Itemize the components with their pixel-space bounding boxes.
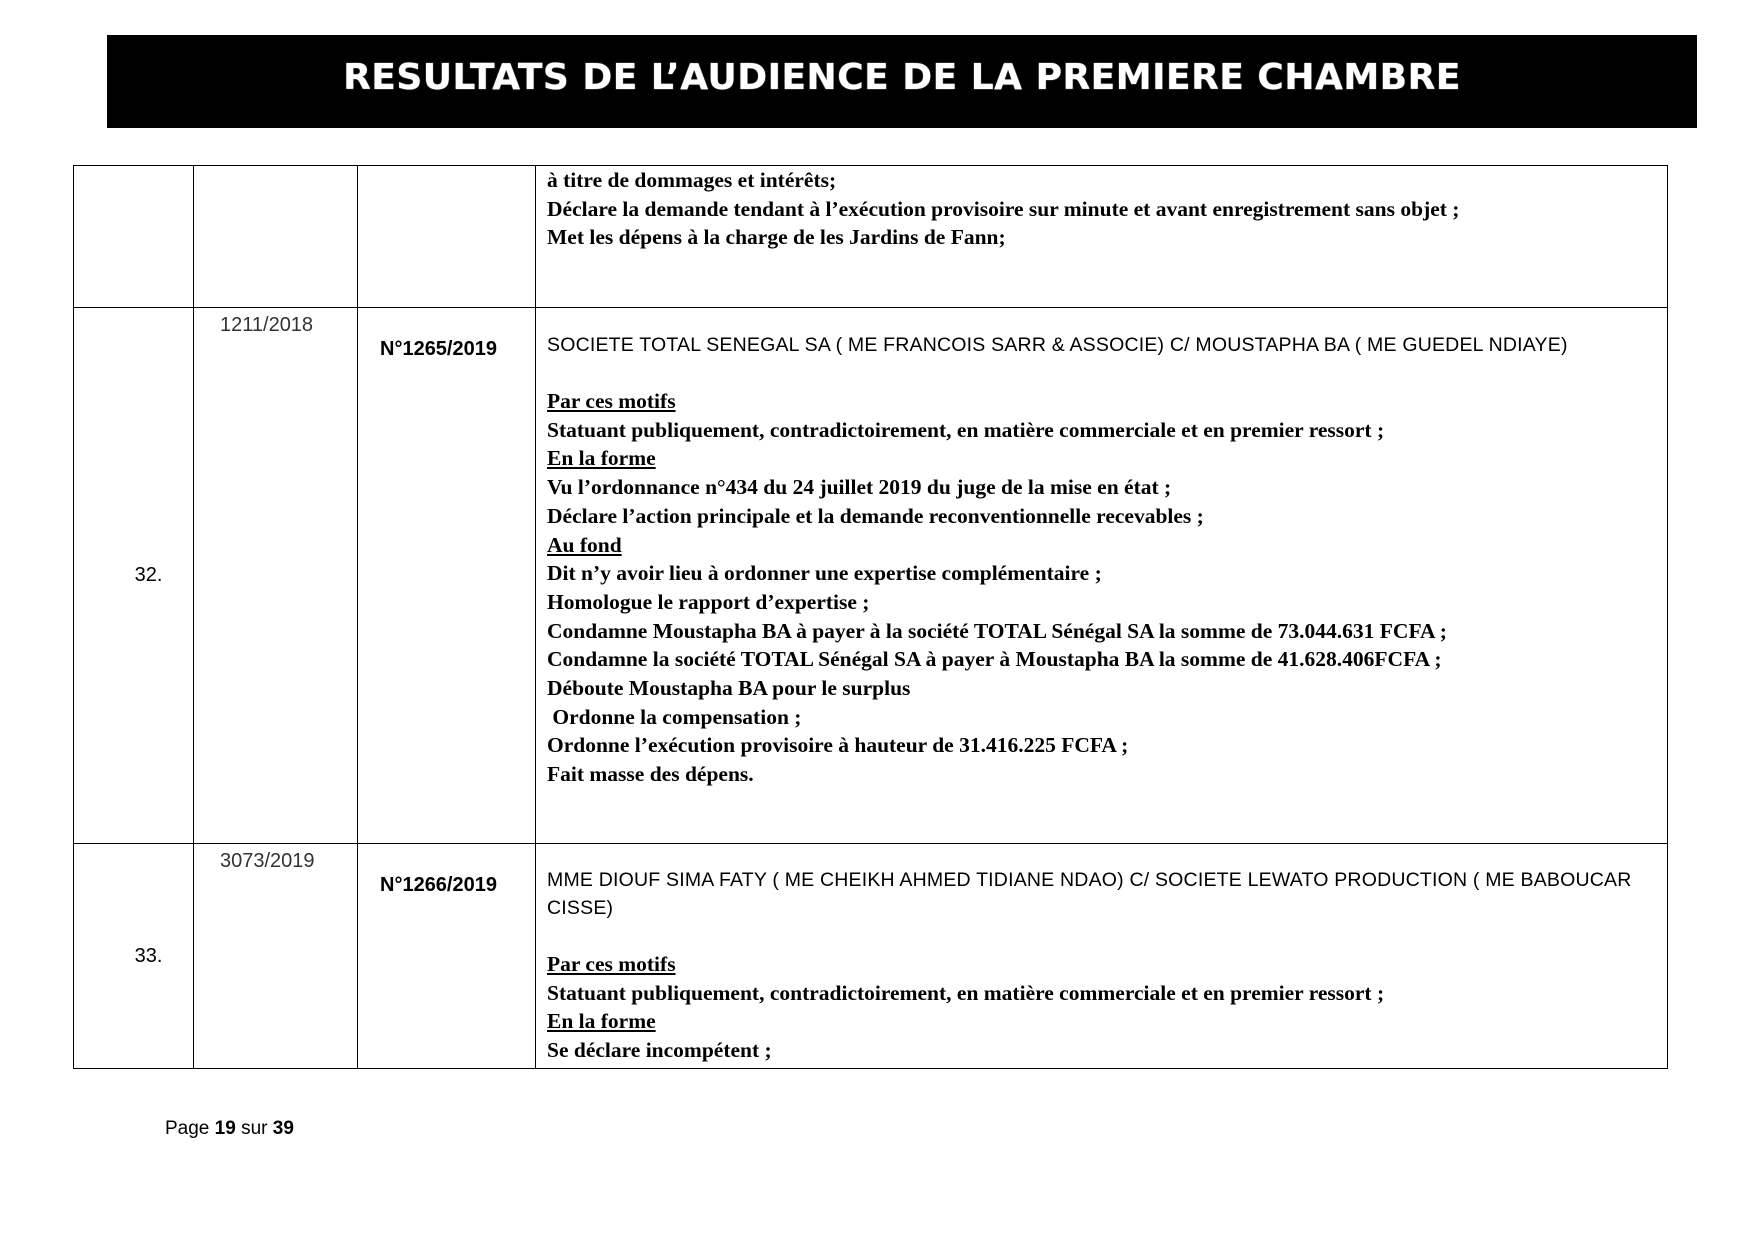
row-number: 33. xyxy=(74,844,194,1069)
table-row xyxy=(74,308,1668,844)
decision-number: N°1265/2019 xyxy=(358,308,536,844)
ruling-line: Ordonne la compensation ; xyxy=(547,704,802,729)
header-banner xyxy=(107,35,1697,128)
ruling-text xyxy=(536,844,1668,1069)
ruling-line: Déclare l’action principale et la demande reconventionnelle recevables ; xyxy=(547,503,1204,528)
ruling-text xyxy=(536,308,1668,844)
page-label: Page xyxy=(165,1118,210,1139)
page-number: 19 xyxy=(214,1118,236,1139)
ruling-line: Condamne la société TOTAL Sénégal SA à payer à Moustapha BA la somme de 41.628.406FCFA ; xyxy=(547,647,1442,672)
table-row xyxy=(74,166,1668,308)
ruling-line: Homologue le rapport d’expertise ; xyxy=(547,589,870,614)
ruling-heading: En la forme xyxy=(547,1009,656,1034)
rg-number: 1211/2018 xyxy=(194,308,358,844)
ruling-line: Se déclare incompétent ; xyxy=(547,1038,772,1063)
ruling-line: Ordonne l’exécution provisoire à hauteur de 31.416.225 FCFA ; xyxy=(547,733,1129,758)
decision-number: N°1266/2019 xyxy=(358,844,536,1069)
parties: MME DIOUF SIMA FATY ( ME CHEIKH AHMED TIDIANE NDAO) C/ SOCIETE LEWATO PRODUCTION ( ME BABOUCAR CISSE) xyxy=(547,869,1632,919)
ruling-line: Dit n’y avoir lieu à ordonner une expertise complémentaire ; xyxy=(547,561,1102,586)
ruling-line: Fait masse des dépens. xyxy=(547,762,754,787)
ruling-line: Met les dépens à la charge de les Jardins de Fann; xyxy=(547,225,1006,250)
ruling-line: Vu l’ordonnance n°434 du 24 juillet 2019 du juge de la mise en état ; xyxy=(547,475,1172,500)
row-number xyxy=(74,166,194,308)
ruling-line: Statuant publiquement, contradictoirement, en matière commerciale et en premier ressort ; xyxy=(547,417,1385,442)
ruling-line: Statuant publiquement, contradictoirement, en matière commerciale et en premier ressort ; xyxy=(547,980,1385,1005)
page-footer xyxy=(165,1118,294,1140)
page-title: RESULTATS DE L’AUDIENCE DE LA PREMIERE CHAMBRE xyxy=(343,57,1461,98)
ruling-line: Déclare la demande tendant à l’exécution provisoire sur minute et avant enregistrement sans objet ; xyxy=(547,196,1460,221)
ruling-line: à titre de dommages et intérêts; xyxy=(547,168,837,192)
ruling-text xyxy=(536,166,1668,308)
ruling-heading: Par ces motifs xyxy=(547,952,676,976)
ruling-heading: Au fond xyxy=(547,532,622,557)
rg-number: 3073/2019 xyxy=(194,844,358,1069)
results-table xyxy=(73,165,1668,1069)
ruling-heading: En la forme xyxy=(547,446,656,471)
page-total: 39 xyxy=(272,1118,294,1139)
row-number: 32. xyxy=(74,308,194,844)
ruling-heading: Par ces motifs xyxy=(547,389,676,413)
table-row xyxy=(74,844,1668,1069)
ruling-line: Condamne Moustapha BA à payer à la société TOTAL Sénégal SA la somme de 73.044.631 FCFA ; xyxy=(547,618,1447,643)
decision-number xyxy=(358,166,536,308)
rg-number xyxy=(194,166,358,308)
sur-label: sur xyxy=(241,1118,268,1139)
parties: SOCIETE TOTAL SENEGAL SA ( ME FRANCOIS SARR & ASSOCIE) C/ MOUSTAPHA BA ( ME GUEDEL NDIAYE) xyxy=(547,334,1568,356)
ruling-line: Déboute Moustapha BA pour le surplus xyxy=(547,676,911,701)
